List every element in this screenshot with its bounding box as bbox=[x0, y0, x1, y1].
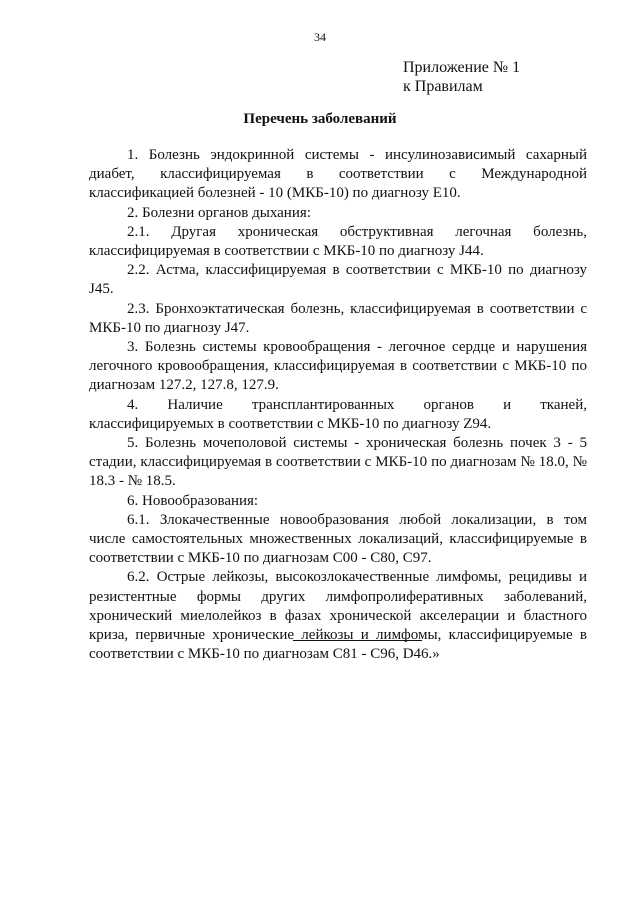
item-6-1-malignant: 6.1. Злокачественные новообразования любой локализации, в том числе самостоятельных множественных локализаций, классифицируемые в соответствии с МКБ-10 по диагнозам C00 - C80, C97. bbox=[89, 511, 587, 567]
closing-divider bbox=[293, 640, 422, 641]
appendix-number: Приложение № 1 bbox=[403, 59, 521, 76]
item-1-endocrine: 1. Болезнь эндокринной системы - инсулинозависимый сахарный диабет, классифицируемая в соответствии с Международной классификацией болезней - 10 (МКБ-10) по диагнозу E10. bbox=[89, 147, 587, 202]
item-2-1-copd: 2.1. Другая хроническая обструктивная легочная болезнь, классифицируемая в соответствии с МКБ-10 по диагнозу J44. bbox=[89, 223, 587, 260]
item-6-2-leukemia: 6.2. Острые лейкозы, высокозлокачественные лимфомы, рецидивы и резистентные формы других лимфопролиферативных заболеваний, хронический миелолейкоз в фазах хронической акселерации и бластного криза, первичные хронические лейкозы и лимфомы, классифицируемые в соответствии с МКБ-10 по диагнозам C81 - C96, D46.» bbox=[89, 569, 587, 663]
item-6-neoplasms-heading: 6. Новообразования: bbox=[127, 492, 259, 509]
document-title: Перечень заболеваний bbox=[243, 111, 397, 127]
item-4-transplants: 4. Наличие трансплантированных органов и тканей, классифицируемых в соответствии с МКБ-10 по диагнозу Z94. bbox=[89, 396, 587, 432]
page-number: 34 bbox=[314, 30, 326, 44]
item-3-circulatory: 3. Болезнь системы кровообращения - легочное сердце и нарушения легочного кровообращения, классифицируемая в соответствии с МКБ-10 по диагнозам 127.2, 127.8, 127.9. bbox=[89, 339, 587, 394]
appendix-rules-reference: к Правилам bbox=[403, 78, 483, 95]
item-2-3-bronchiectasis: 2.3. Бронхоэктатическая болезнь, классифицируемая в соответствии с МКБ-10 по диагнозу J47. bbox=[89, 300, 587, 336]
item-5-genitourinary: 5. Болезнь мочеполовой системы - хроническая болезнь почек 3 - 5 стадии, классифицируемая в соответствии с МКБ-10 по диагнозам № 18.0, № 18.3 - № 18.5. bbox=[89, 435, 587, 490]
disease-list bbox=[89, 146, 587, 664]
item-2-respiratory-heading: 2. Болезни органов дыхания: bbox=[127, 204, 311, 221]
item-2-2-asthma: 2.2. Астма, классифицируемая в соответствии с МКБ-10 по диагнозу J45. bbox=[89, 262, 587, 298]
appendix-header bbox=[403, 58, 520, 96]
